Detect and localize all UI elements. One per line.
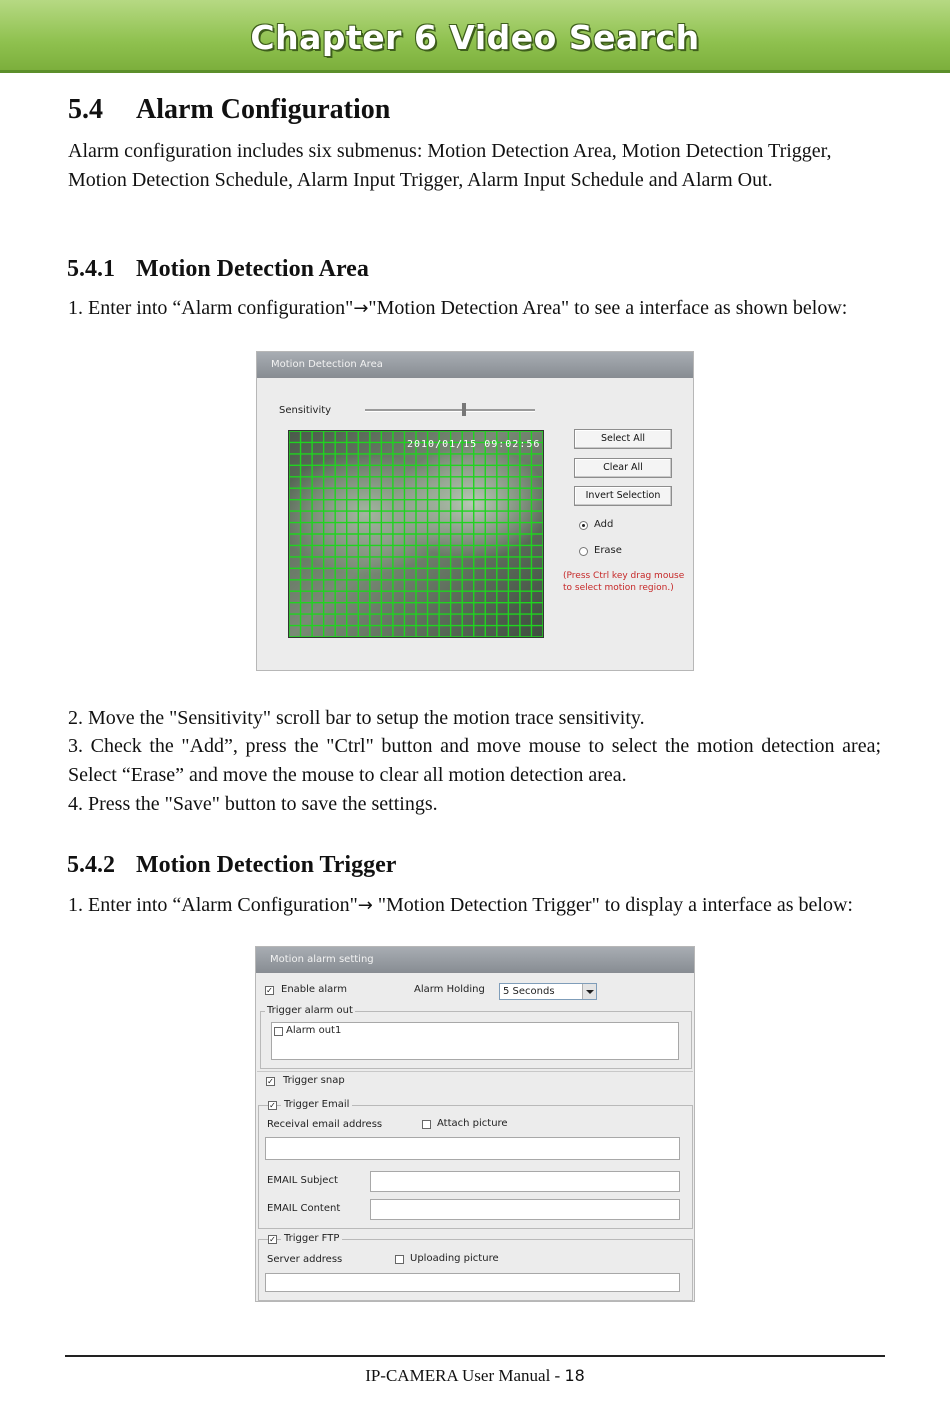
server-address-label: Server address <box>267 1254 343 1265</box>
subsection-heading-2 <box>67 852 396 879</box>
window-title-bar: Motion alarm setting <box>256 947 694 973</box>
subsection-title-1: Motion Detection Area <box>136 256 369 282</box>
trigger-alarm-out-label: Trigger alarm out <box>267 1005 353 1016</box>
arrow-icon: → <box>353 298 369 319</box>
trigger-ftp-checkbox[interactable] <box>268 1235 277 1244</box>
email-content-input[interactable] <box>370 1199 680 1220</box>
trigger-snap-checkbox[interactable] <box>266 1077 275 1086</box>
enable-alarm-checkbox[interactable] <box>265 986 274 995</box>
sub2-step1 <box>68 891 881 920</box>
trigger-email-label: Trigger Email <box>281 1099 352 1110</box>
trigger-snap-label: Trigger snap <box>283 1075 345 1086</box>
invert-selection-button[interactable]: Invert Selection <box>574 486 672 506</box>
window-title-bar: Motion Detection Area <box>257 352 693 378</box>
page-number: 18 <box>564 1366 585 1385</box>
email-subject-label: EMAIL Subject <box>267 1175 338 1186</box>
alarm-holding-label: Alarm Holding <box>414 984 485 995</box>
email-content-label: EMAIL Content <box>267 1203 341 1214</box>
motion-alarm-setting-window <box>255 946 695 1302</box>
footer-text: IP-CAMERA User Manual - <box>365 1366 565 1385</box>
select-all-button[interactable]: Select All <box>574 429 672 449</box>
sensitivity-slider[interactable] <box>365 409 535 412</box>
selection-hint: (Press Ctrl key drag mouse to select motion region.) <box>563 571 685 593</box>
alarm-holding-value: 5 Seconds <box>503 986 555 997</box>
sensitivity-slider-thumb[interactable] <box>462 403 466 416</box>
trigger-alarm-out-group <box>260 1005 692 1069</box>
erase-radio-label: Erase <box>594 545 622 556</box>
sub1-step1-b: "Motion Detection Area" to see a interface as shown below: <box>368 297 848 319</box>
attach-picture-label: Attach picture <box>437 1118 508 1129</box>
uploading-picture-checkbox[interactable] <box>395 1255 404 1264</box>
sub1-step1 <box>68 294 881 323</box>
video-timestamp: 2010/01/15 09:02:56 <box>407 439 541 450</box>
chapter-banner <box>0 0 950 73</box>
subsection-number-1: 5.4.1 <box>67 256 115 282</box>
trigger-ftp-label: Trigger FTP <box>281 1233 342 1244</box>
email-subject-input[interactable] <box>370 1171 680 1192</box>
motion-grid[interactable] <box>289 431 543 637</box>
receival-email-input[interactable] <box>265 1137 680 1160</box>
motion-detection-area-window <box>256 351 694 671</box>
sub2-step1-a: 1. Enter into “Alarm Configuration" <box>68 894 358 916</box>
subsection-title-2: Motion Detection Trigger <box>136 852 397 878</box>
server-address-input[interactable] <box>265 1273 680 1292</box>
add-radio[interactable] <box>579 521 588 530</box>
sub1-step4: 4. Press the "Save" button to save the settings. <box>68 793 438 815</box>
clear-all-button[interactable]: Clear All <box>574 458 672 478</box>
receival-email-label: Receival email address <box>267 1119 383 1130</box>
section-intro: Alarm configuration includes six submenus: Motion Detection Area, Motion Detection Trigger, Motion Detection Schedule, Alarm Input Trigger, Alarm Input Schedule and Alarm Out. <box>68 140 832 191</box>
alarm-out-list[interactable] <box>271 1022 679 1060</box>
trigger-email-checkbox[interactable] <box>268 1101 277 1110</box>
video-preview[interactable] <box>288 430 544 638</box>
page-footer <box>0 1366 950 1386</box>
add-radio-label: Add <box>594 519 614 530</box>
footer-rule <box>65 1355 885 1357</box>
trigger-email-group <box>258 1099 693 1229</box>
sub1-step1-a: 1. Enter into “Alarm configuration" <box>68 297 354 319</box>
sub1-step3: 3. Check the "Add”, press the "Ctrl" button and move mouse to select the motion detection area; Select “Erase” and move the mouse to clear all motion detection area. <box>68 735 881 786</box>
uploading-picture-label: Uploading picture <box>410 1253 499 1264</box>
sub2-step1-b: "Motion Detection Trigger" to display a interface as below: <box>372 894 853 916</box>
section-number: 5.4 <box>68 94 103 125</box>
enable-alarm-label: Enable alarm <box>281 984 347 995</box>
subsection-number-2: 5.4.2 <box>67 852 115 878</box>
chevron-down-icon[interactable] <box>582 984 596 999</box>
arrow-icon: → <box>357 895 373 916</box>
section-heading <box>68 94 390 126</box>
subsection-heading-1 <box>67 256 369 283</box>
alarm-out1-checkbox[interactable] <box>274 1027 283 1036</box>
alarm-out1-label: Alarm out1 <box>286 1025 342 1036</box>
divider <box>257 1071 693 1072</box>
chapter-title: Chapter 6 Video Search <box>250 18 700 57</box>
erase-radio[interactable] <box>579 547 588 556</box>
sub1-step2: 2. Move the "Sensitivity" scroll bar to setup the motion trace sensitivity. <box>68 707 645 729</box>
alarm-holding-select[interactable] <box>499 983 597 1000</box>
trigger-ftp-group <box>258 1233 693 1301</box>
section-title: Alarm Configuration <box>136 94 391 125</box>
attach-picture-checkbox[interactable] <box>422 1120 431 1129</box>
sensitivity-label: Sensitivity <box>279 405 332 416</box>
